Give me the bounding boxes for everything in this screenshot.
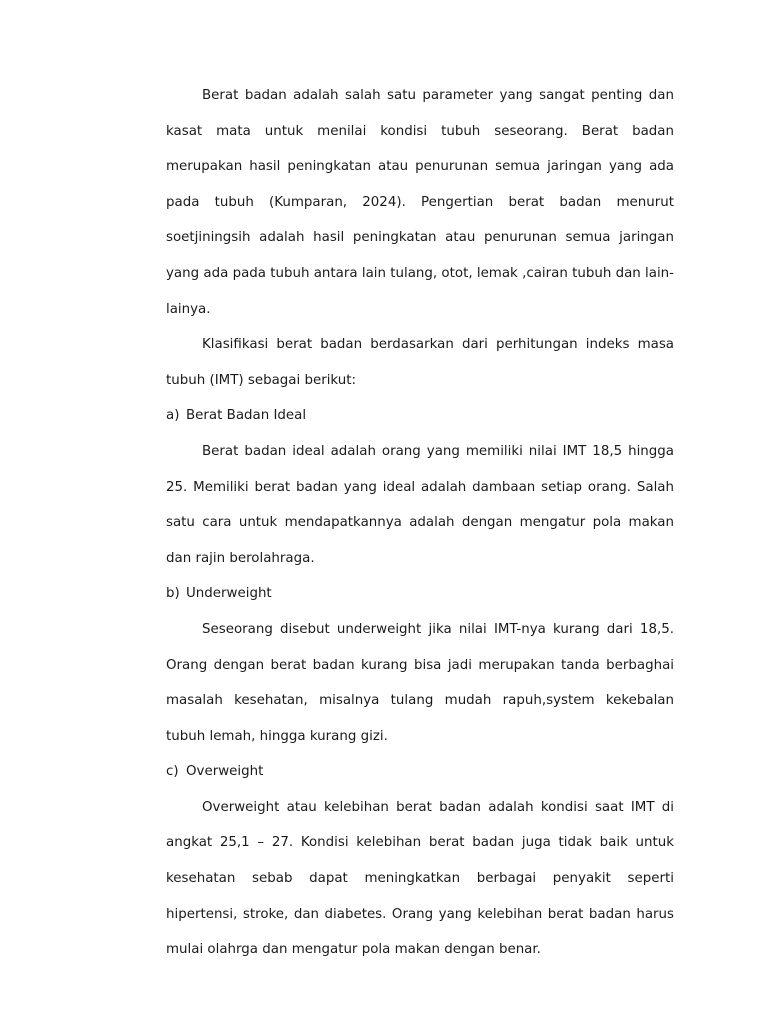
list-marker: b) bbox=[166, 586, 180, 602]
document-body bbox=[166, 78, 674, 968]
list-marker: c) bbox=[166, 764, 179, 780]
paragraph-underweight: Seseorang disebut underweight jika nilai IMT-nya kurang dari 18,5. Orang dengan berat badan kurang bisa jadi merupakan tanda berbaghai masalah kesehatan, misalnya tulang mudah rapuh,system kekebalan tubuh lemah, hingga kurang gizi. bbox=[166, 621, 674, 744]
paragraph-ideal: Berat badan ideal adalah orang yang memiliki nilai IMT 18,5 hingga 25. Memiliki berat badan yang ideal adalah dambaan setiap orang. Salah satu cara untuk mendapatkannya adalah dengan mengatur pola makan dan rajin berolahraga. bbox=[166, 443, 674, 566]
paragraph-overweight: Overweight atau kelebihan berat badan adalah kondisi saat IMT di angkat 25,1 – 27. Kondisi kelebihan berat badan juga tidak baik untuk kesehatan sebab dapat meningkatkan berbagai penyakit seperti hipertensi, stroke, dan diabetes. Orang yang kelebihan berat badan harus mulai olahrga dan mengatur pola makan dengan benar. bbox=[166, 799, 674, 958]
heading-underweight: Underweight bbox=[186, 586, 272, 602]
paragraph-intro: Berat badan adalah salah satu parameter yang sangat penting dan kasat mata untuk menilai kondisi tubuh seseorang. Berat badan merupakan hasil peningkatan atau penurunan semua jaringan yang ada pada tubuh (Kumparan, 2024). Pengertian berat badan menurut soetjiningsih adalah hasil peningkatan atau penurunan semua jaringan yang ada pada tubuh antara lain tulang, otot, lemak ,cairan tubuh dan lain-lainya. bbox=[166, 88, 674, 317]
heading-berat-badan-ideal: Berat Badan Ideal bbox=[186, 408, 307, 424]
list-item-heading-ideal bbox=[166, 398, 674, 434]
list-item-heading-overweight bbox=[166, 754, 674, 790]
list-item-heading-underweight bbox=[166, 576, 674, 612]
heading-overweight: Overweight bbox=[186, 764, 264, 780]
paragraph-classification: Klasifikasi berat badan berdasarkan dari perhitungan indeks masa tubuh (IMT) sebagai berikut: bbox=[166, 337, 674, 388]
list-marker: a) bbox=[166, 408, 180, 424]
